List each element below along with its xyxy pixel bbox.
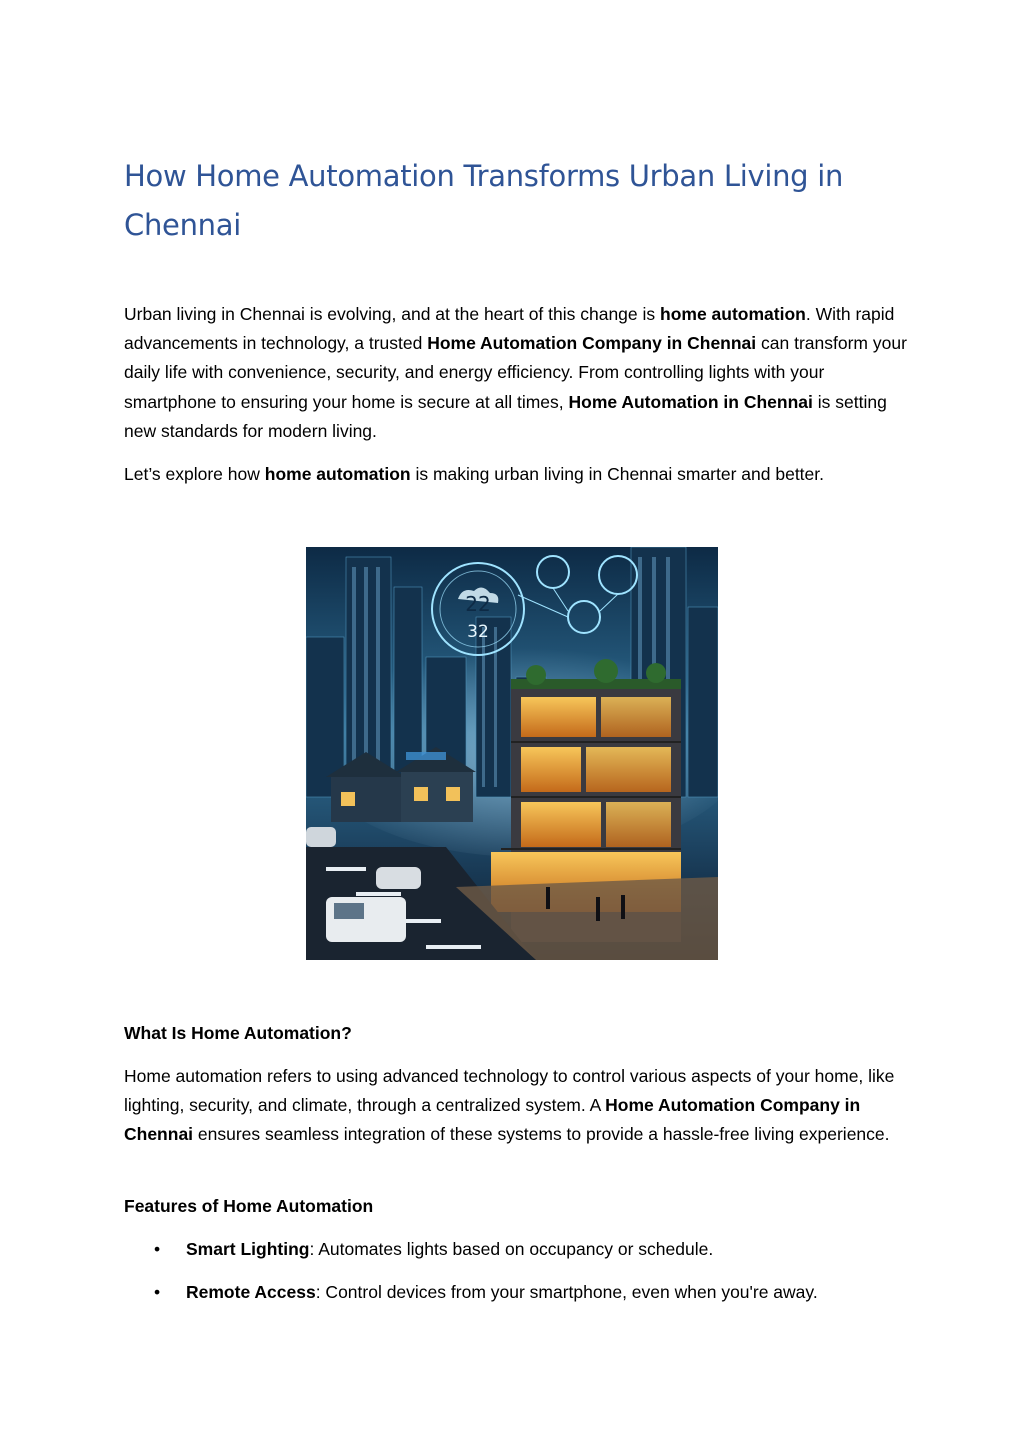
feature-term: Smart Lighting — [186, 1239, 310, 1259]
intro-text-2: . With rapid advancements in technology, a trusted — [124, 304, 895, 354]
intro-paragraph — [124, 300, 914, 446]
explore-paragraph — [124, 460, 914, 489]
hero-badge-bottom-number: 32 — [467, 622, 489, 642]
explore-bold: home automation — [264, 464, 411, 484]
feature-term: Remote Access — [186, 1282, 316, 1302]
list-item-text — [186, 1237, 713, 1261]
intro-text-4: is setting new standards for modern living. — [124, 391, 887, 441]
hero-badge-top-number: 22 — [465, 592, 491, 616]
intro-bold-automation-chennai: Home Automation in Chennai — [568, 391, 813, 412]
what-is-paragraph — [124, 1062, 914, 1150]
hero-image-smart-city — [306, 547, 718, 960]
intro-text-1: Urban living in Chennai is evolving, and at the heart of this change is — [124, 304, 661, 324]
section-heading-what-is: What Is Home Automation? — [124, 1023, 352, 1043]
what-is-text-2: ensures seamless integration of these systems to provide a hassle-free living experience. — [193, 1124, 890, 1145]
explore-text-1: Let’s explore how — [124, 464, 265, 484]
what-is-text-1: Home automation refers to using advanced technology to control various aspects of your home, like lighting, security, and climate, through a centralized system. A — [124, 1066, 895, 1116]
feature-desc: : Automates lights based on occupancy or schedule. — [309, 1239, 714, 1259]
page-title: How Home Automation Transforms Urban Living in Chennai — [124, 159, 844, 242]
feature-desc: : Control devices from your smartphone, even when you're away. — [315, 1282, 818, 1302]
intro-bold-company: Home Automation Company in Chennai — [427, 333, 757, 354]
intro-text-3: can transform your daily life with convenience, security, and energy efficiency. From controlling lights with your smartphone to ensuring your home is secure at all times, — [124, 333, 907, 412]
bullet-dot: • — [154, 1282, 161, 1302]
section-heading-features: Features of Home Automation — [124, 1196, 374, 1216]
list-item-text — [186, 1280, 818, 1304]
bullet-dot: • — [154, 1239, 161, 1259]
intro-bold-home-automation: home automation — [660, 304, 806, 324]
explore-text-2: is making urban living in Chennai smarter and better. — [410, 464, 825, 484]
what-is-bold-company: Home Automation Company in Chennai — [124, 1095, 861, 1145]
